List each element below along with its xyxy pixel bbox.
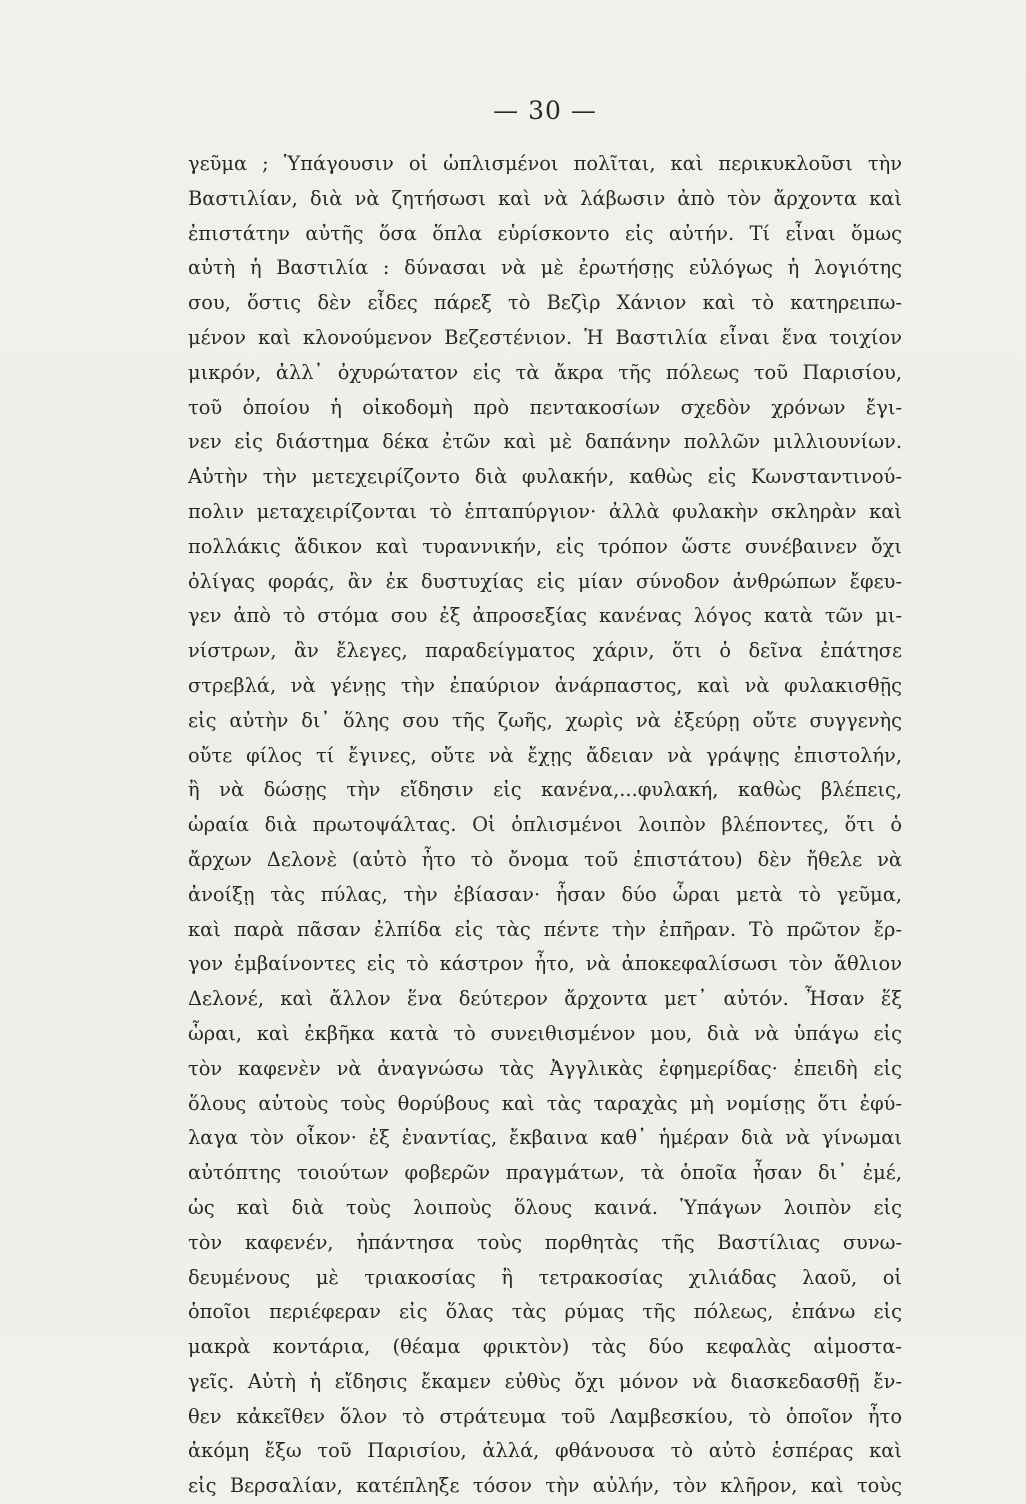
- page-number: — 30 —: [493, 96, 597, 125]
- text-line: ὅλους αὐτοὺς τοὺς θορύβους καὶ τὰς ταραχὰς μὴ νομίσῃς ὅτι ἐφύ-: [188, 1091, 902, 1115]
- text-line: Δελονέ, καὶ ἄλλον ἕνα δεύτερον ἄρχοντα μετ᾽ αὐτόν. Ἦσαν ἕξ: [188, 987, 902, 1011]
- text-line: εἰς Βερσαλίαν, κατέπληξε τόσον τὴν αὐλήν, τὸν κλῆρον, καὶ τοὺς: [188, 1474, 902, 1498]
- text-line: Βαστιλίαν, διὰ νὰ ζητήσωσι καὶ νὰ λάβωσιν ἀπὸ τὸν ἄρχοντα καὶ: [188, 186, 902, 210]
- text-line: ἐπιστάτην αὐτῆς ὅσα ὅπλα εὑρίσκοντο εἰς αὐτήν. Τί εἶναι ὅμως: [188, 221, 902, 245]
- text-line: τὸν καφενὲν νὰ ἀναγνώσω τὰς Ἀγγλικὰς ἐφημερίδας· ἐπειδὴ εἰς: [188, 1056, 902, 1080]
- text-line: οὔτε φίλος τί ἔγινες, οὔτε νὰ ἔχῃς ἄδειαν νὰ γράψῃς ἐπιστολήν,: [188, 743, 902, 767]
- text-line: αὐτὴ ἡ Βαστιλία : δύνασαι νὰ μὲ ἐρωτήσῃς εὐλόγως ἡ λογιότης: [188, 256, 902, 280]
- text-line: τὸν καφενέν, ἠπάντησα τοὺς πορθητὰς τῆς Βαστίλιας συνω-: [188, 1230, 902, 1254]
- text-line: δευμένους μὲ τριακοσίας ἢ τετρακοσίας χιλιάδας λαοῦ, οἱ: [188, 1265, 902, 1289]
- text-line: ὡς καὶ διὰ τοὺς λοιποὺς ὅλους καινά. Ὑπάγων λοιπὸν εἰς: [188, 1195, 902, 1219]
- text-line: καὶ παρὰ πᾶσαν ἐλπίδα εἰς τὰς πέντε τὴν ἐπῆραν. Τὸ πρῶτον ἔρ-: [188, 917, 902, 941]
- text-line: στρεβλά, νὰ γένῃς τὴν ἐπαύριον ἀνάρπαστος, καὶ νὰ φυλακισθῇς: [188, 673, 902, 697]
- text-line: ὁποῖοι περιέφεραν εἰς ὅλας τὰς ρύμας τῆς πόλεως, ἐπάνω εἰς: [188, 1300, 902, 1324]
- text-line: γεν ἀπὸ τὸ στόμα σου ἐξ ἀπροσεξίας κανένας λόγος κατὰ τῶν μι-: [188, 604, 902, 628]
- text-line: γον ἐμβαίνοντες εἰς τὸ κάστρον ἦτο, νὰ ἀποκεφαλίσωσι τὸν ἄθλιον: [188, 952, 902, 976]
- text-line: μένον καὶ κλονούμενον Βεζεστένιον. Ἡ Βαστιλία εἶναι ἕνα τοιχίον: [188, 325, 902, 349]
- text-line: θεν κἀκεῖθεν ὅλον τὸ στράτευμα τοῦ Λαμβεσκίου, τὸ ὁποῖον ἦτο: [188, 1404, 902, 1428]
- text-line: μικρόν, ἀλλ᾽ ὀχυρώτατον εἰς τὰ ἄκρα τῆς πόλεως τοῦ Παρισίου,: [188, 360, 902, 384]
- text-line: εἰς αὐτὴν δι᾽ ὅλης σου τῆς ζωῆς, χωρὶς νὰ ἐξεύρῃ οὔτε συγγενὴς: [188, 708, 902, 732]
- text-line: ἀνοίξῃ τὰς πύλας, τὴν ἐβίασαν· ἦσαν δύο ὧραι μετὰ τὸ γεῦμα,: [188, 882, 902, 906]
- text-line: πολλάκις ἄδικον καὶ τυραννικήν, εἰς τρόπον ὥστε συνέβαινεν ὄχι: [188, 534, 902, 558]
- text-line: ἢ νὰ δώσῃς τὴν εἴδησιν εἰς κανένα,...φυλακή, καθὼς βλέπεις,: [188, 778, 902, 802]
- text-line: νίστρων, ἂν ἔλεγες, παραδείγματος χάριν, ὅτι ὁ δεῖνα ἐπάτησε: [188, 639, 902, 663]
- text-line: πολιν μεταχειρίζονται τὸ ἑπταπύργιον· ἀλλὰ φυλακὴν σκληρὰν καὶ: [188, 499, 902, 523]
- text-line: ἄρχων Δελονὲ (αὐτὸ ἦτο τὸ ὄνομα τοῦ ἐπιστάτου) δὲν ἤθελε νὰ: [188, 847, 902, 871]
- text-line: λαγα τὸν οἶκον· ἐξ ἐναντίας, ἔκβαινα καθ᾽ ἡμέραν διὰ νὰ γίνωμαι: [188, 1126, 902, 1150]
- text-line: ὡραία διὰ πρωτοψάλτας. Οἱ ὁπλισμένοι λοιπὸν βλέποντες, ὅτι ὁ: [188, 813, 902, 837]
- text-line: σου, ὅστις δὲν εἶδες πάρεξ τὸ Βεζὶρ Χάνιον καὶ τὸ κατηρειπω-: [188, 291, 902, 315]
- text-line: ἀκόμη ἔξω τοῦ Παρισίου, ἀλλά, φθάνουσα τὸ αὐτὸ ἑσπέρας καὶ: [188, 1439, 902, 1463]
- text-line: ὧραι, καὶ ἐκβῆκα κατὰ τὸ συνειθισμένον μου, διὰ νὰ ὑπάγω εἰς: [188, 1021, 902, 1045]
- text-line: γεῖς. Αὐτὴ ἡ εἴδησις ἔκαμεν εὐθὺς ὄχι μόνον νὰ διασκεδασθῇ ἔν-: [188, 1369, 902, 1393]
- text-line: νεν εἰς διάστημα δέκα ἐτῶν καὶ μὲ δαπάνην πολλῶν μιλλιουνίων.: [188, 430, 902, 454]
- text-line: αὐτόπτης τοιούτων φοβερῶν πραγμάτων, τὰ ὁποῖα ἦσαν δι᾽ ἐμέ,: [188, 1161, 902, 1185]
- text-line: γεῦμα ; Ὑπάγουσιν οἱ ὡπλισμένοι πολῖται, καὶ περικυκλοῦσι τὴν: [188, 152, 902, 175]
- text-line: Αὐτὴν τὴν μετεχειρίζοντο διὰ φυλακήν, καθὼς εἰς Κωνσταντινού-: [188, 465, 902, 489]
- text-line: ὀλίγας φοράς, ἂν ἐκ δυστυχίας εἰς μίαν σύνοδον ἀνθρώπων ἔφευ-: [188, 569, 902, 593]
- text-line: μακρὰ κοντάρια, (θέαμα φρικτὸν) τὰς δύο κεφαλὰς αἱμοστα-: [188, 1335, 902, 1359]
- body-text: [188, 147, 902, 1504]
- text-line: τοῦ ὁποίου ἡ οἰκοδομὴ πρὸ πεντακοσίων σχεδὸν χρόνων ἔγι-: [188, 395, 902, 419]
